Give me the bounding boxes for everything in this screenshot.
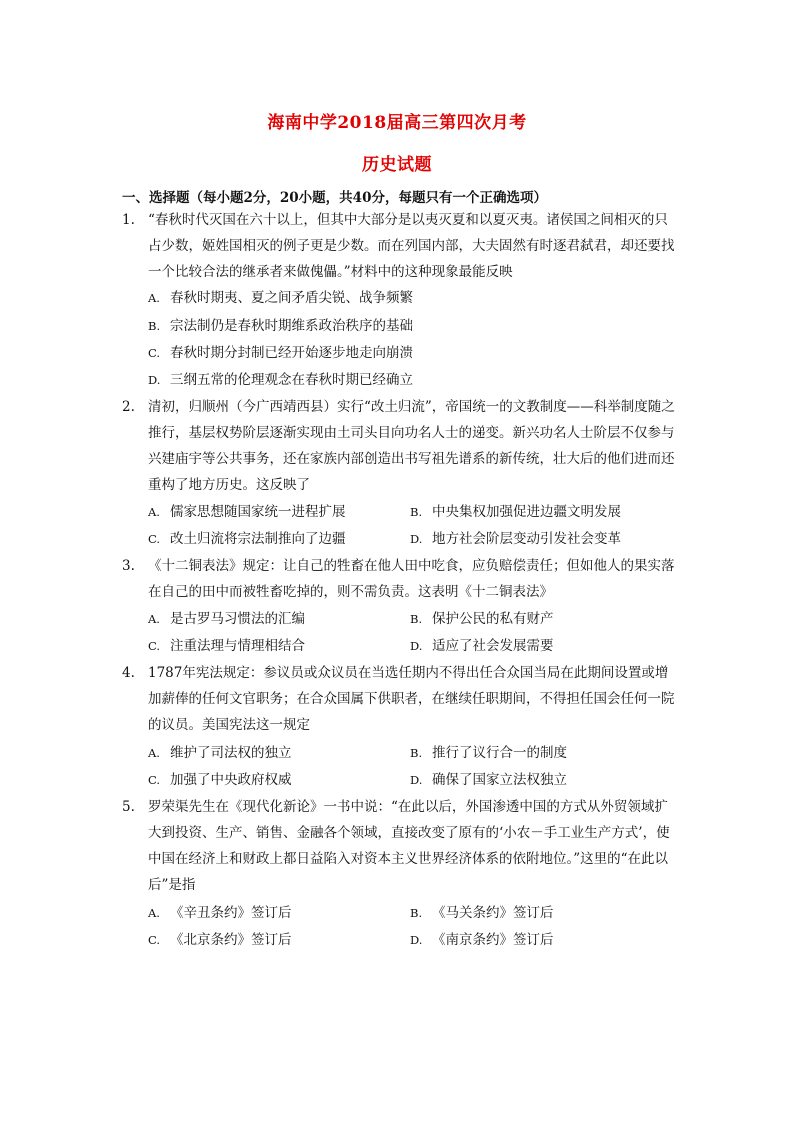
option-4b xyxy=(410,740,567,766)
question-number: 5. xyxy=(122,799,135,815)
option-label: C. xyxy=(148,639,161,653)
option-text: 保护公民的私有财产 xyxy=(432,611,554,627)
option-text: 是古罗马习惯法的汇编 xyxy=(170,611,305,627)
option-text: 《北京条约》签订后 xyxy=(170,932,292,948)
option-label: B. xyxy=(410,505,423,519)
option-3b xyxy=(410,606,554,632)
option-4a xyxy=(148,740,292,766)
option-text: 儒家思想随国家统一进程扩展 xyxy=(170,504,346,520)
option-text: 春秋时期夷、夏之间矛盾尖锐、战争频繁 xyxy=(170,290,413,306)
question-text: 罗荣渠先生在《现代化新论》一书中说：“在此以后，外国渗透中国的方式从外贸领域扩大到投资、生产、销售、金融各个领域，直接改变了原有的‘小农－手工业生产方式’，使中国在经济上和财政上都日益陷入对资本主义世界经济体系的依附地位。”这里的“在此以后”是指 xyxy=(148,799,670,893)
option-5c xyxy=(148,927,292,953)
option-label: B. xyxy=(410,746,423,760)
option-label: D. xyxy=(410,773,423,787)
question-5 xyxy=(122,794,678,898)
question-number: 1. xyxy=(122,212,135,228)
option-2c xyxy=(148,526,346,552)
option-5d xyxy=(410,927,554,953)
option-text: 三纲五常的伦理观念在春秋时期已经确立 xyxy=(170,372,413,388)
option-text: 确保了国家立法权独立 xyxy=(432,772,567,788)
option-label: B. xyxy=(410,906,423,920)
question-text: 《十二铜表法》规定：让自己的牲畜在他人田中吃食，应负赔偿责任；但如他人的果实落在自己的田中而被牲畜吃掉的，则不需负责。这表明《十二铜表法》 xyxy=(148,558,675,600)
question-text: 1787年宪法规定：参议员或众议员在当选任期内不得出任合众国当局在此期间设置或增加薪俸的任何文官职务；在合众国属下供职者，在继续任职期间，不得担任国会任何一院的议员。美国宪法这一规定 xyxy=(148,665,675,733)
exam-subtitle: 历史试题 xyxy=(362,155,432,175)
option-text: 加强了中央政府权威 xyxy=(170,772,292,788)
question-text: “春秋时代灭国在六十以上，但其中大部分是以夷灭夏和以夏灭夷。诸侯国之间相灭的只占少数，姬姓国相灭的例子更是少数。而在列国内部，大夫固然有时逐君弑君，却还要找一个比较合法的继承者来做傀儡。”材料中的这种现象最能反映 xyxy=(148,212,675,280)
option-text: 适应了社会发展需要 xyxy=(432,638,554,654)
option-1d xyxy=(148,367,413,393)
option-3a xyxy=(148,606,305,632)
option-label: B. xyxy=(410,612,423,626)
option-label: C. xyxy=(148,933,161,947)
option-4c xyxy=(148,767,292,793)
exam-title: 海南中学2018届高三第四次月考 xyxy=(267,113,527,133)
option-text: 《辛丑条约》签订后 xyxy=(170,905,292,921)
option-label: A. xyxy=(148,291,160,305)
option-label: D. xyxy=(410,532,423,546)
question-1 xyxy=(122,207,678,285)
option-text: 注重法理与情理相结合 xyxy=(170,638,305,654)
question-4 xyxy=(122,660,678,738)
option-text: 维护了司法权的独立 xyxy=(170,745,292,761)
option-label: B. xyxy=(148,319,161,333)
option-text: 改土归流将宗法制推向了边疆 xyxy=(170,531,346,547)
section-heading: 一、选择题（每小题2分，20小题，共40分，每题只有一个正确选项） xyxy=(122,190,547,206)
option-label: D. xyxy=(410,933,423,947)
option-text: 中央集权加强促进边疆文明发展 xyxy=(432,504,621,520)
option-label: C. xyxy=(148,532,161,546)
option-1b xyxy=(148,313,413,339)
option-3d xyxy=(410,633,554,659)
option-2d xyxy=(410,526,621,552)
option-3c xyxy=(148,633,305,659)
question-number: 4. xyxy=(122,665,135,681)
option-text: 地方社会阶层变动引发社会变革 xyxy=(432,531,621,547)
option-text: 宗法制仍是春秋时期维系政治秩序的基础 xyxy=(170,318,413,334)
option-text: 《南京条约》签订后 xyxy=(432,932,554,948)
option-label: A. xyxy=(148,746,160,760)
option-label: C. xyxy=(148,773,161,787)
option-text: 春秋时期分封制已经开始逐步地走向崩溃 xyxy=(170,345,413,361)
option-text: 推行了议行合一的制度 xyxy=(432,745,567,761)
option-5a xyxy=(148,900,292,926)
question-2 xyxy=(122,394,678,498)
option-text: 《马关条约》签订后 xyxy=(432,905,554,921)
question-3 xyxy=(122,553,678,605)
option-label: A. xyxy=(148,612,160,626)
question-number: 3. xyxy=(122,558,135,574)
option-5b xyxy=(410,900,554,926)
option-2a xyxy=(148,499,346,525)
question-text: 清初，归顺州（今广西靖西县）实行“改土归流”，帝国统一的文教制度——科举制度随之推行，基层权势阶层逐渐实现由土司头目向功名人士的递变。新兴功名人士阶层不仅参与兴建庙宇等公共事务，还在家族内部创造出书写祖先谱系的新传统，壮大后的他们进而还重构了地方历史。这反映了 xyxy=(148,399,675,493)
option-label: A. xyxy=(148,505,160,519)
option-2b xyxy=(410,499,621,525)
option-4d xyxy=(410,767,567,793)
option-1c xyxy=(148,340,413,366)
option-label: A. xyxy=(148,906,160,920)
question-number: 2. xyxy=(122,399,135,415)
option-label: D. xyxy=(410,639,423,653)
option-1a xyxy=(148,285,413,311)
option-label: C. xyxy=(148,346,161,360)
option-label: D. xyxy=(148,373,161,387)
